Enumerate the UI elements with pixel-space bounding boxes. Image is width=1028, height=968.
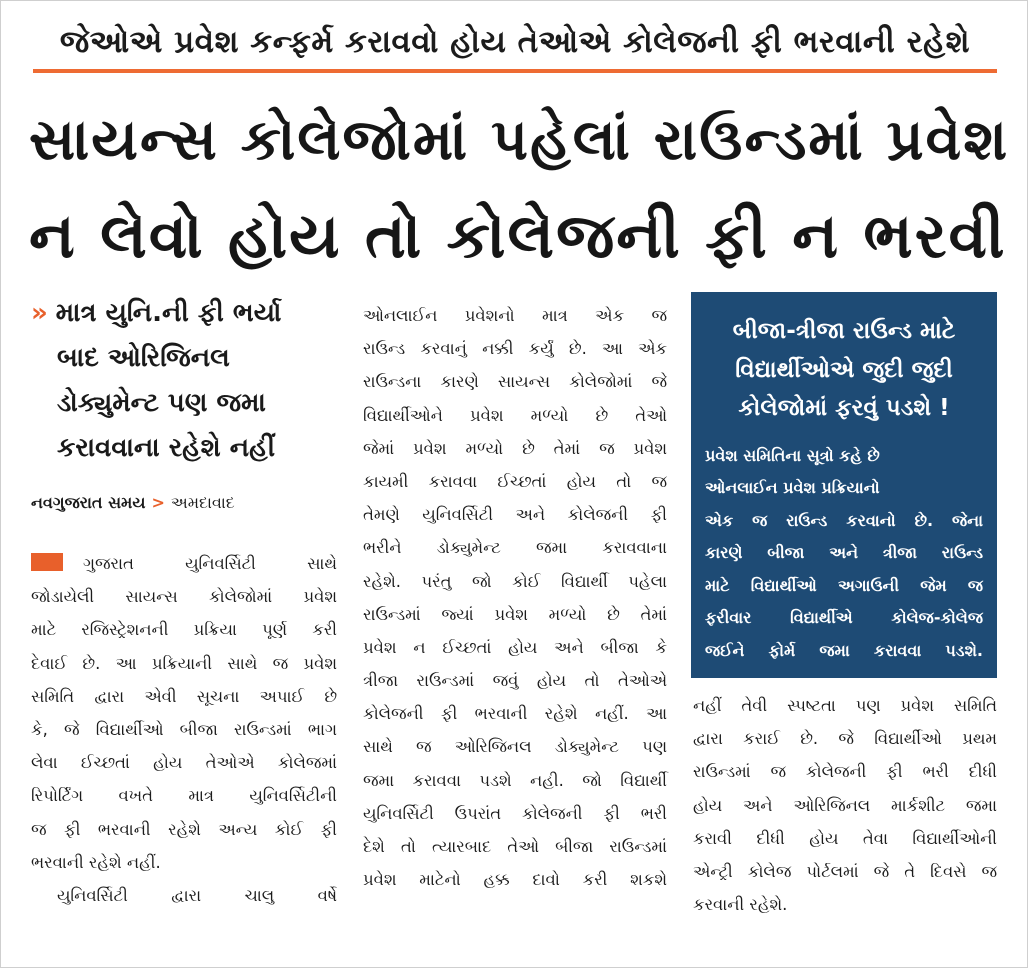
byline [31, 493, 235, 513]
article-line: પ્રવેશ માટેનો હક્ક દાવો કરી શકશે [363, 870, 667, 890]
paragraph-marker-icon [31, 553, 63, 571]
sidebar-box-title [705, 312, 983, 428]
sidebar-box-line: જઈને ફોર્મ જમા કરાવવા પડશે. [705, 641, 983, 661]
sidebar-box-body [705, 440, 983, 668]
article-line: ઓનલાઈન પ્રવેશનો માત્ર એક જ [363, 306, 667, 325]
article-line: દેશે તો ત્યારબાદ તેઓ બીજા રાઉન્ડમાં [363, 837, 667, 856]
sidebar-box-line: પ્રવેશ સમિતિના સૂત્રો કહે છે [705, 445, 880, 465]
sidebar-box-line: ઓનલાઈન પ્રવેશ પ્રક્રિયાનો [705, 478, 880, 498]
subheadline-line [31, 291, 331, 336]
article-line: કરાવી દીધી હોય તેવા વિદ્યાર્થીઓની [693, 828, 997, 848]
byline-publication: નવગુજરાત સમય [31, 493, 146, 512]
article-line: એન્ટ્રી કોલેજ પોર્ટલમાં જે તે દિવસે જ [693, 861, 997, 881]
main-headline-line-2: ન લેવો હોય તો કોલેજની ફી ન ભરવી [29, 200, 1007, 272]
article-line: રહેશે. પરંતુ જો કોઈ વિદ્યાર્થી પહેલા [363, 571, 667, 591]
article-line: રિપોર્ટિંગ વખતે માત્ર યુનિવર્સિટીની [31, 786, 337, 806]
article-column-1 [31, 547, 337, 912]
article-line: તેમણે યુનિવર્સિટી અને કોલેજની ફી [363, 505, 667, 525]
article-line: રાઉન્ડમાં જ્યાં પ્રવેશ મળ્યો છે તેમાં [363, 604, 667, 624]
sidebar-box-line: એક જ રાઉન્ડ કરવાનો છે. જેના [705, 510, 983, 530]
article-line: ત્રીજા રાઉન્ડમાં જવું હોય તો તેઓએ [363, 671, 667, 691]
sidebar-box-title-line: વિદ્યાર્થીઓએ જુદી જુદી [735, 356, 953, 383]
main-headline-line-1: સાયન્સ કોલેજોમાં પહેલાં રાઉન્ડમાં પ્રવેશ [29, 107, 1010, 173]
subheadline-text: માત્ર યુનિ.ની ફી ભર્યા [55, 298, 282, 328]
double-chevron-icon: » [31, 298, 48, 328]
article-line: યુનિવર્સિટી ઉપરાંત કોલેજની ફી ભરી [363, 803, 667, 823]
subheadline-line: કરાવવાના રહેશે નહીં [57, 433, 276, 463]
article-line: કરવાની રહેશે. [693, 895, 788, 915]
article-column-3 [693, 689, 997, 921]
article-line: સાથે જ ઓરિજિનલ ડોક્યુમેન્ટ પણ [363, 737, 667, 757]
sidebar-box-title-line: બીજા-ત્રીજા રાઉન્ડ માટે [732, 318, 956, 344]
article-line: દેવાઈ છે. આ પ્રક્રિયાની સાથે જ પ્રવેશ [31, 653, 337, 673]
sidebar-box [691, 292, 997, 678]
article-text: ગુજરાત યુનિવર્સિટી સાથે [83, 554, 337, 573]
article-line [31, 547, 337, 580]
article-line: ભરીને ડોક્યુમેન્ટ જમા કરાવવાના [363, 538, 667, 558]
article-line: યુનિવર્સિટી દ્વારા ચાલુ વર્ષે [57, 885, 337, 905]
article-line: જેમાં પ્રવેશ મળ્યો છે તેમાં જ પ્રવેશ [363, 438, 667, 458]
subheadline [31, 291, 331, 471]
article-line: જોડાયેલી સાયન્સ કોલેજોમાં પ્રવેશ [31, 587, 337, 607]
sidebar-box-line: માટે વિદ્યાર્થીઓ અગાઉની જેમ જ [705, 575, 983, 595]
byline-city: અમદાવાદ [170, 493, 235, 512]
article-line: વિદ્યાર્થીઓને પ્રવેશ મળ્યો છે તેઓ [363, 405, 667, 425]
article-line: હોય અને ઓરિજિનલ માર્કશીટ જમા [693, 795, 997, 815]
sidebar-box-line: કારણે બીજા અને ત્રીજા રાઉન્ડ [705, 543, 983, 563]
article-line: સમિતિ દ્વારા એવી સૂચના અપાઈ છે [31, 686, 337, 706]
article-line: કે, જે વિદ્યાર્થીઓ બીજા રાઉન્ડમાં ભાગ [31, 719, 337, 739]
article-line: કાયમી કરાવવા ઈચ્છતાં હોય તો જ [363, 471, 667, 491]
article-line: પ્રવેશ ન ઈચ્છતાં હોય અને બીજા કે [363, 637, 667, 657]
byline-separator-icon: > [151, 493, 165, 512]
article-line: ભરવાની રહેશે નહીં. [31, 852, 161, 872]
subheadline-line: બાદ ઓરિજિનલ [57, 343, 230, 373]
kicker-headline: જેઓએ પ્રવેશ કન્ફર્મ કરાવવો હોય તેઓએ કોલેજની ફી ભરવાની રહેશે [59, 24, 971, 60]
article-line: રાઉન્ડમાં જ કોલેજની ફી ભરી દીધી [693, 762, 997, 782]
article-line: લેવા ઈચ્છતાં હોય તેઓએ કોલેજમાં [31, 753, 337, 773]
subheadline-line: ડોક્યુમેન્ટ પણ જમા [57, 388, 266, 418]
article-line: જ ફી ભરવાની રહેશે અન્ય કોઈ ફી [31, 819, 337, 839]
article-line: દ્વારા કરાઈ છે. જે વિદ્યાર્થીઓ પ્રથમ [693, 729, 997, 749]
article-line: નહીં તેવી સ્પષ્ટતા પણ પ્રવેશ સમિતિ [693, 696, 997, 715]
article-line: રાઉન્ડના કારણે સાયન્સ કોલેજોમાં જે [363, 372, 667, 392]
article-line: રાઉન્ડ કરવાનું નક્કી કર્યું છે. આ એક [363, 339, 667, 359]
kicker-underline [33, 69, 997, 73]
article-column-2 [363, 299, 667, 896]
article-line: માટે રજિસ્ટ્રેશનની પ્રક્રિયા પૂર્ણ કરી [31, 620, 337, 640]
article-line: જમા કરાવવા પડશે નહી. જો વિદ્યાર્થી [363, 770, 667, 790]
sidebar-box-line: ફરીવાર વિદ્યાર્થીએ કોલેજ-કોલેજ [705, 608, 983, 628]
sidebar-box-title-line: કોલેજોમાં ફરવું પડશે ! [738, 395, 950, 421]
article-line: કોલેજની ફી ભરવાની રહેશે નહીં. આ [363, 704, 667, 724]
